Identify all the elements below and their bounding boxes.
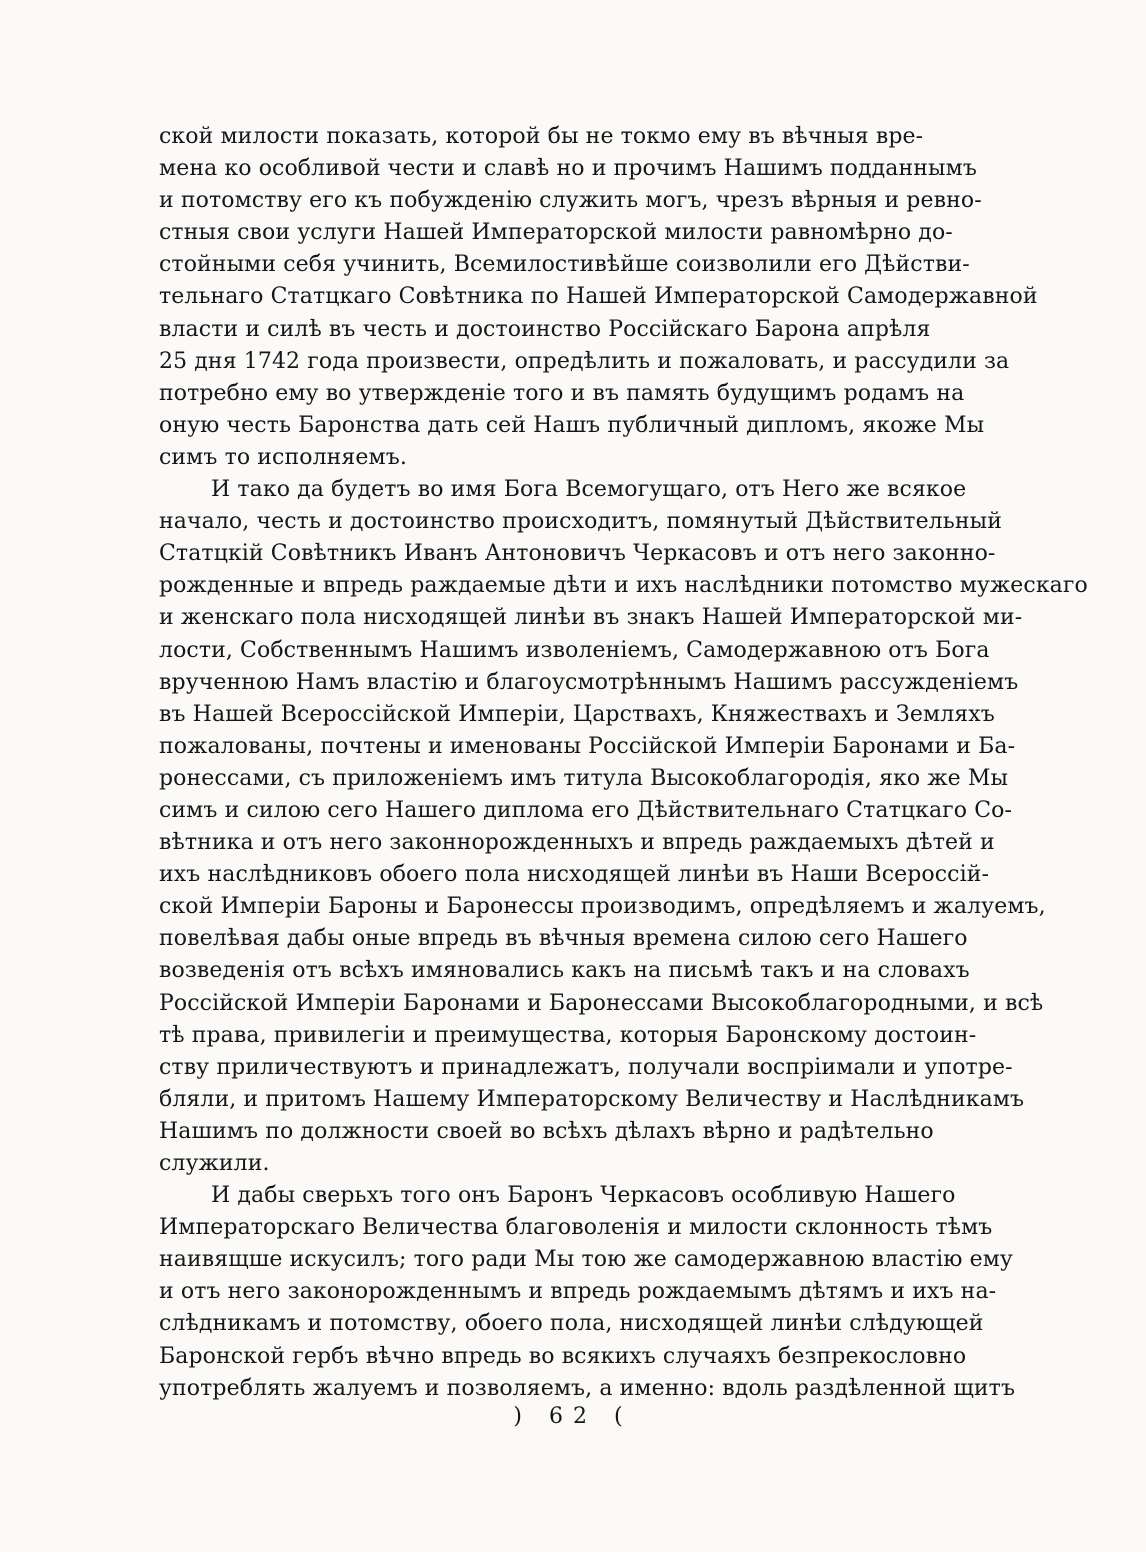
text-line: употреблять жалуемъ и позволяемъ, а именно: вдоль раздѣленной щитъ [159,1375,1016,1401]
text-line: мена ко особливой чести и славѣ но и прочимъ Нашимъ подданнымъ [159,156,977,182]
text-line: врученною Намъ властію и благоусмотрѣннымъ Нашимъ рассужденіемъ [159,669,1019,695]
text-line: и отъ него законорожденнымъ и впредь рождаемымъ дѣтямъ и ихъ на- [159,1279,997,1305]
text-line: служили. [159,1151,270,1176]
text-line: ихъ наслѣдниковъ обоего пола нисходящей линѣи въ Наши Всероссій- [159,862,990,888]
text-line: слѣдникамъ и потомству, обоего пола, нисходящей линѣи слѣдующей [159,1311,984,1337]
text-line: Баронской гербъ вѣчно впредь во всякихъ случаяхъ безпрекословно [159,1343,967,1369]
text-line: въ Нашей Всероссійской Имперіи, Царствахъ, Княжествахъ и Земляхъ [159,701,995,727]
text-line: стойными себя учинить, Всемилостивѣйше соизволили его Дѣйстви- [159,252,970,278]
text-line: ронессами, съ приложеніемъ имъ титула Высокоблагородія, яко же Мы [159,765,1009,791]
text-line: Нашимъ по должности своей во всѣхъ дѣлахъ вѣрно и радѣтельно [159,1118,934,1144]
text-line: начало, честь и достоинство происходитъ, помянутый Дѣйствительный [159,509,1002,535]
text-line: и женскаго пола нисходящей линѣи въ знакъ Нашей Императорской ми- [159,605,1023,631]
text-line: ской милости показать, которой бы не токмо ему въ вѣчныя вре- [159,124,924,149]
text-line: стныя свои услуги Нашей Императорской милости равномѣрно до- [159,220,953,246]
text-line: рожденные и впредь раждаемые дѣти и ихъ наслѣдники потомство мужескаго [159,573,1088,599]
text-line: власти и силѣ въ честь и достоинство Россійскаго Барона апрѣля [159,316,931,342]
text-line: ству приличествуютъ и принадлежатъ, получали воспріимали и употре- [159,1054,1013,1080]
text-line: тѣ права, привилегіи и преимущества, которыя Баронскому достоин- [159,1022,977,1048]
text-line: наивящше искусилъ; того ради Мы тою же самодержавною властію ему [159,1247,1013,1273]
text-line: симъ то исполняемъ. [159,444,407,470]
text-line: И тако да будетъ во имя Бога Всемогущаго, отъ Него же всякое [211,477,967,503]
text-line: вѣтника и отъ него законнорожденныхъ и впредь раждаемыхъ дѣтей и [159,830,995,856]
text-line: возведенія отъ всѣхъ имяновались какъ на письмѣ такъ и на словахъ [159,958,970,984]
text-line: бляли, и притомъ Нашему Императорскому Величеству и Наслѣдникамъ [159,1086,1025,1112]
text-line: потребно ему во утвержденіе того и въ память будущимъ родамъ на [159,380,965,406]
body-text [159,121,1088,1405]
text-line: симъ и силою сего Нашего диплома его Дѣйствительнаго Статцкаго Со- [159,797,1013,823]
text-line: и потомству его къ побужденію служить могъ, чрезъ вѣрныя и ревно- [159,188,982,214]
text-line: И дабы сверьхъ того онъ Баронъ Черкасовъ особливую Нашего [211,1183,956,1209]
text-line: пожалованы, почтены и именованы Россійской Имперіи Баронами и Ба- [159,733,1016,759]
text-line: оную честь Баронства дать сей Нашъ публичный дипломъ, якоже Мы [159,412,985,438]
text-line: ской Имперіи Бароны и Баронессы производимъ, опредѣляемъ и жалуемъ, [159,894,1046,920]
text-line: Россійской Имперіи Баронами и Баронессами Высокоблагородными, и всѣ [159,990,1044,1016]
text-line: тельнаго Статцкаго Совѣтника по Нашей Императорской Самодержавной [159,284,1038,310]
text-line: повелѣвая дабы оные впредь въ вѣчныя времена силою сего Нашего [159,926,968,952]
text-line: лости, Собственнымъ Нашимъ изволеніемъ, Самодержавною отъ Бога [159,637,990,663]
text-line: Статцкій Совѣтникъ Иванъ Антоновичъ Черкасовъ и отъ него законно- [159,541,996,567]
page-number: ) 62 ( [513,1404,633,1429]
text-line: 25 дня 1742 года произвести, опредѣлить и пожаловать, и рассудили за [159,348,1010,374]
text-line: Императорскаго Величества благоволенія и милости склонность тѣмъ [159,1215,993,1241]
